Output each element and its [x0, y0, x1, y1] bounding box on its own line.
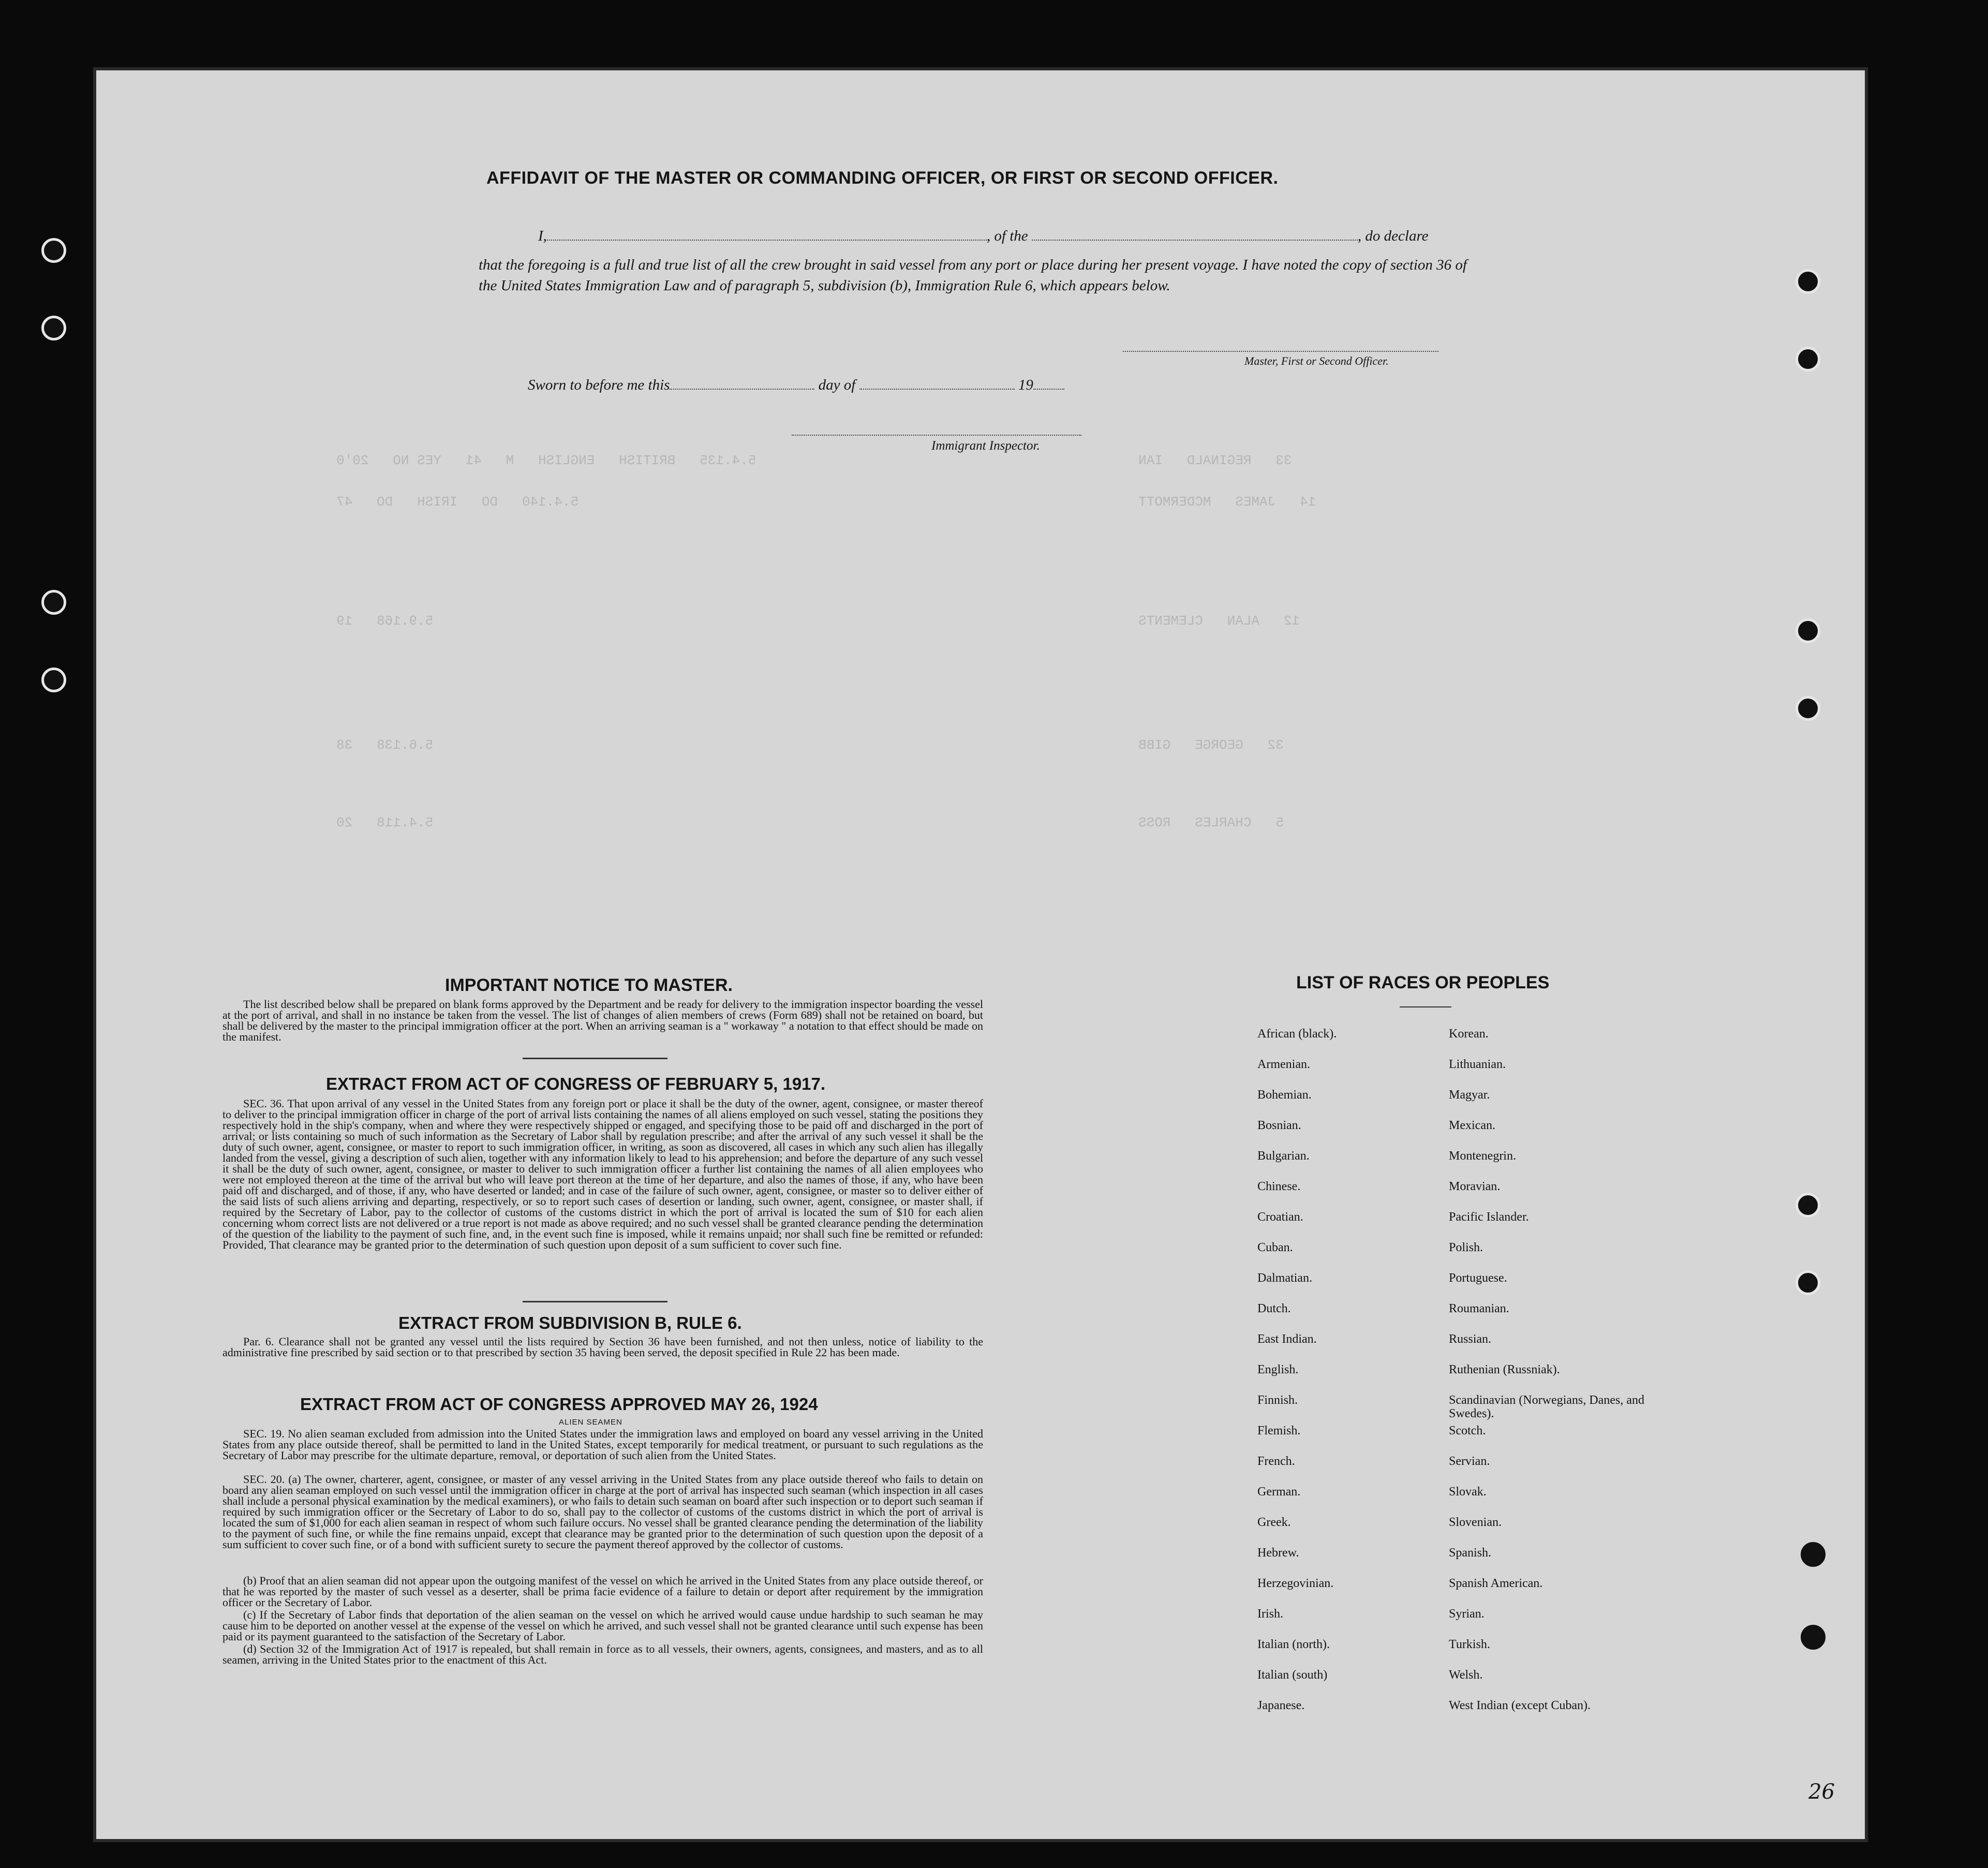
race-item: French.: [1257, 1455, 1295, 1468]
race-item: Armenian.: [1257, 1058, 1310, 1071]
race-item: Scandinavian (Norwegians, Danes, and Swedes).: [1449, 1393, 1644, 1420]
name-blank: [547, 240, 987, 241]
race-item: Turkish.: [1449, 1638, 1490, 1651]
race-item: Finnish.: [1257, 1393, 1298, 1407]
race-item: Slovenian.: [1449, 1516, 1502, 1529]
bleed-through-text: 14 JAMES MCDERMOTT: [1138, 494, 1316, 510]
sec20c-body: (c) If the Secretary of Labor finds that deportation of the alien seaman on the vessel on which he arrived would cause undue hardship to such seaman he may cause him to be deported on another vessel at the expense of the vessel on which he arrived, and such vessel shall not be granted clearance until such expense has been paid or its payment guaranteed to the satisfaction of the Secretary of Labor.: [222, 1608, 983, 1643]
inspector-label: Immigrant Inspector.: [931, 439, 1040, 453]
day-of-label: day of: [818, 377, 856, 393]
punch-hole: [41, 238, 66, 263]
punch-hole: [1796, 1193, 1820, 1218]
race-item: Moravian.: [1449, 1180, 1501, 1193]
race-item: Russian.: [1449, 1332, 1492, 1346]
race-item: Flemish.: [1257, 1424, 1301, 1437]
bleed-through-text: 5.9.168 19: [336, 613, 434, 629]
race-item: Lithuanian.: [1449, 1058, 1506, 1071]
race-item: Greek.: [1257, 1516, 1291, 1529]
race-item: Hebrew.: [1257, 1546, 1299, 1560]
extract-1917-body: SEC. 36. That upon arrival of any vessel in the United States from any foreign port or place it shall be the duty of the owner, agent, consignee, or master thereof to deliver to the principal immigration officer in charge of the port of arrival lists containing the names of all aliens employed on such vessel, stating the positions they respectively hold in the ship's company, when and where they were respectively shipped or engaged, and specifying those to be paid off and discharged in the port of arrival; or lists containing so much of such information as the Secretary of Labor shall by regulation prescribe; and after the arrival of any such vessel it shall be the duty of such owner, agent, consignee, or master to report to such immigration officer, in writing, as soon as discovered, all cases in which any such alien has illegally landed from the vessel, giving a description of such alien, together with any information likely to lead to his apprehension; and before the departure of any such vessel it shall be the duty of such owner, agent, consignee, or master to deliver to such immigration officer a further list containing the names of all alien employees who were not employed thereon at the time of the arrival but who will leave port thereon at the time of her departure, and also the names of those, if any, who have been paid off and discharged, and of those, if any, who have deserted or landed; and in case of the failure of such owner, agent, consignee, or master so to deliver either of the said lists of such aliens arriving and departing, respectively, or so to report such cases of desertion or landing, such owner, agent, consignee, or master shall, if required by the Secretary of Labor, pay to the collector of customs of the customs district in which the port of arrival is located the sum of $10 for each alien concerning whom correct lists are not delivered or a true report is not made as above required; and no such vessel shall be granted clearance pending the determination of the question of the liability to the payment of such fine, and, in the event such fine is imposed, while it remains unpaid; nor shall such fine be remitted or refunded: Provided, That clearance may be granted prior to the determination of such question upon deposit of a sum sufficient to cover such fine.: [222, 1097, 983, 1251]
race-item: East Indian.: [1257, 1332, 1317, 1346]
race-item: English.: [1257, 1363, 1299, 1376]
race-item: Bohemian.: [1257, 1088, 1312, 1102]
extract-1917-title: EXTRACT FROM ACT OF CONGRESS OF FEBRUARY 5, 1917.: [326, 1074, 826, 1093]
race-item: Polish.: [1449, 1241, 1483, 1254]
bleed-through-text: 5 CHARLES ROSS: [1138, 815, 1284, 831]
divider: [523, 1058, 667, 1059]
race-item: Portuguese.: [1449, 1271, 1507, 1285]
race-item: Syrian.: [1449, 1607, 1485, 1621]
race-item: Spanish American.: [1449, 1577, 1543, 1590]
sworn-label: Sworn to before me this: [528, 377, 670, 393]
master-signature-label: Master, First or Second Officer.: [1244, 354, 1389, 367]
affidavit-title: AFFIDAVIT OF THE MASTER OR COMMANDING OFFICER, OR FIRST OR SECOND OFFICER.: [486, 168, 1279, 188]
punch-hole: [1796, 269, 1820, 294]
rule6-body: Par. 6. Clearance shall not be granted any vessel until the lists required by Section 36 have been furnished, and not then unless, notice of liability to the administrative fine prescribed by said section or to that prescribed by section 35 having been served, the deposit specified in Rule 22 has been made.: [222, 1335, 983, 1359]
race-item: Herzegovinian.: [1257, 1577, 1334, 1590]
punch-hole: [41, 316, 66, 340]
year-blank: [1033, 389, 1064, 390]
punch-hole: [41, 590, 66, 615]
race-item: Italian (north).: [1257, 1638, 1330, 1651]
bleed-through-text: 33 REGINALD IAN: [1138, 453, 1292, 468]
race-item: Spanish.: [1449, 1546, 1492, 1560]
race-item: German.: [1257, 1485, 1301, 1499]
race-item: Montenegrin.: [1449, 1149, 1516, 1163]
sworn-line: [528, 377, 1064, 394]
race-item: Korean.: [1449, 1027, 1489, 1041]
punch-hole: [41, 668, 66, 692]
declaration-line: [538, 228, 1429, 245]
race-item: Bulgarian.: [1257, 1149, 1310, 1163]
sec20d-body: (d) Section 32 of the Immigration Act of 1917 is repealed, but shall remain in force as to all vessels, their owners, agents, consignees, and masters, and as to all seamen, arriving in the United States prior to the enactment of this Act.: [222, 1642, 983, 1666]
i-label: I,: [538, 228, 547, 244]
race-item: Bosnian.: [1257, 1119, 1301, 1132]
signature-line: [1123, 351, 1438, 352]
race-item: Pacific Islander.: [1449, 1210, 1529, 1224]
punch-hole: [1801, 1625, 1826, 1650]
punch-hole: [1796, 618, 1820, 643]
extract-1924-title: EXTRACT FROM ACT OF CONGRESS APPROVED MAY 26, 1924: [300, 1395, 818, 1414]
bleed-through-text: 12 ALAN CLEMENTS: [1138, 613, 1300, 629]
rule6-title: EXTRACT FROM SUBDIVISION B, RULE 6.: [398, 1313, 742, 1332]
bleed-through-text: 5.6.138 38: [336, 737, 434, 753]
race-item: Croatian.: [1257, 1210, 1303, 1224]
race-item: Dalmatian.: [1257, 1271, 1312, 1285]
race-item: Mexican.: [1449, 1119, 1495, 1132]
month-blank: [859, 389, 1015, 390]
of-the-label: , of the: [986, 228, 1028, 244]
punch-hole: [1796, 696, 1820, 721]
notice-title: IMPORTANT NOTICE TO MASTER.: [445, 975, 733, 995]
race-item: Magyar.: [1449, 1088, 1490, 1102]
notice-body: The list described below shall be prepared on blank forms approved by the Department and be ready for delivery to the immigration inspector boarding the vessel at the port of arrival, and shall in no instance be taken from the vessel. The list of changes of alien members of crews (Form 689) shall not be retained on board, but shall be delivered by the master to the principal immigration officer at the port. When an arriving seaman is a " workaway " a notation to that effect should be made on the manifest.: [222, 998, 983, 1043]
day-blank: [670, 389, 814, 390]
sec19-body: SEC. 19. No alien seaman excluded from admission into the United States under the immigration laws and employed on board any vessel arriving in the United States from any place outside thereof, shall be permitted to land in the United States, except temporarily for medical treatment, or pursuant to such regulations as the Secretary of Labor may prescribe for the ultimate departure, removal, or deportation of such alien from the United States.: [222, 1427, 983, 1462]
race-item: Slovak.: [1449, 1485, 1487, 1499]
punch-hole: [1796, 1270, 1820, 1295]
bleed-through-text: 5.4.135 BRITISH ENGLISH M 41 YES NO 20'0: [336, 453, 756, 468]
affidavit-body: that the foregoing is a full and true list of all the crew brought in said vessel from any port or place during her present voyage. I have noted the copy of section 36 of the United States Immigration Law and of paragraph 5, subdivision (b), Immigration Rule 6, which appears below.: [479, 257, 1467, 294]
race-item: Scotch.: [1449, 1424, 1486, 1437]
bleed-through-text: 5.4.140 DO IRISH DO 47: [336, 494, 579, 510]
divider: [523, 1301, 667, 1302]
race-item: Ruthenian (Russniak).: [1449, 1363, 1560, 1376]
race-item: West Indian (except Cuban).: [1449, 1699, 1591, 1712]
race-item: Italian (south): [1257, 1668, 1328, 1682]
punch-hole: [1796, 347, 1820, 372]
race-item: African (black).: [1257, 1027, 1337, 1041]
races-title: LIST OF RACES OR PEOPLES: [1296, 973, 1550, 992]
race-item: Cuban.: [1257, 1241, 1293, 1254]
inspector-line: [792, 435, 1081, 436]
punch-hole: [1801, 1542, 1826, 1567]
page-number: 26: [1808, 1780, 1835, 1804]
race-item: Dutch.: [1257, 1302, 1291, 1315]
do-declare-label: , do declare: [1357, 228, 1429, 244]
race-item: Irish.: [1257, 1607, 1283, 1621]
sec20b-body: (b) Proof that an alien seaman did not appear upon the outgoing manifest of the vessel on which he arrived in the United States from any place outside thereof, or that he was reported by the master of such vessel as a deserter, shall be prima facie evidence of a failure to detain or deport after requirement by the immigration officer or the Secretary of Labor.: [222, 1574, 983, 1609]
race-item: Welsh.: [1449, 1668, 1483, 1682]
race-item: Japanese.: [1257, 1699, 1305, 1712]
race-item: Servian.: [1449, 1455, 1490, 1468]
bleed-through-text: 32 GEORGE GIBB: [1138, 737, 1284, 753]
sec20a-body: SEC. 20. (a) The owner, charterer, agent, consignee, or master of any vessel arriving in the United States from any place outside thereof who fails to detain on board any alien seaman employed on such vessel until the immigration officer in charge at the port of arrival has inspected such seaman (which inspection in all cases shall include a personal physical examination by the medical examiners), or who fails to detain such seaman on board after such inspection or to deport such seaman if required by such immigration officer or the Secretary of Labor to do so, shall pay to the collector of customs of the customs district in which the port of arrival is located the sum of $1,000 for each alien seaman in respect of whom such failure occurs. No vessel shall be granted clearance pending the determination of the liability to the payment of such fine, or while the fine remains unpaid, except that clearance may be granted prior to the determination of such question upon the deposit of a sum sufficient to cover such fine, or of a bond with sufficient surety to secure the payment thereof approved by the collector of customs.: [222, 1473, 983, 1551]
vessel-blank: [1032, 240, 1358, 241]
race-item: Chinese.: [1257, 1180, 1301, 1193]
extract-1924-subtitle: ALIEN SEAMEN: [559, 1418, 622, 1427]
divider: [1400, 1006, 1451, 1007]
year-prefix: 19: [1018, 377, 1033, 393]
bleed-through-text: 5.4.118 20: [336, 815, 434, 831]
race-item: Roumanian.: [1449, 1302, 1509, 1315]
